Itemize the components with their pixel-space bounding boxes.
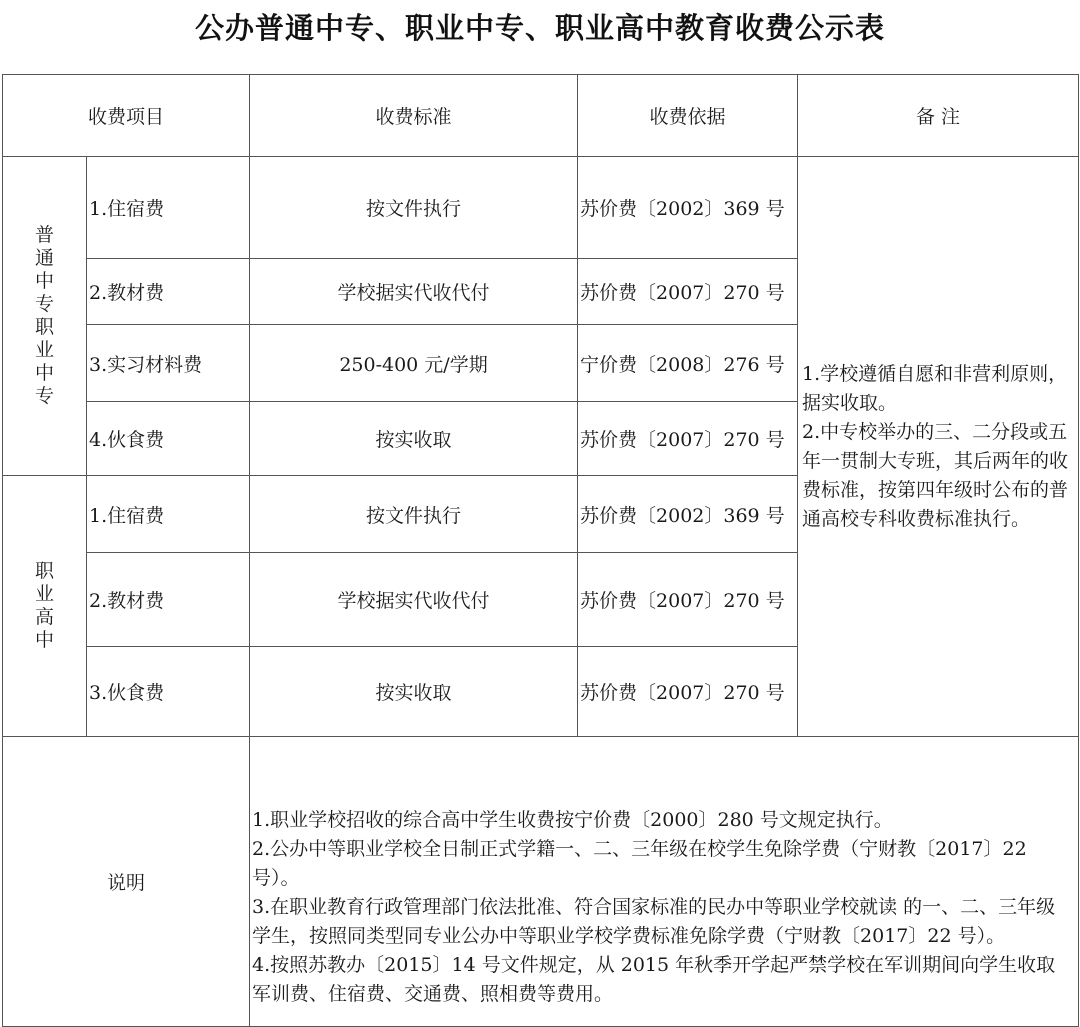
fee-item: 2.教材费 (87, 553, 250, 647)
header-item: 收费项目 (3, 75, 250, 157)
explanation-row (3, 737, 1079, 1027)
fee-basis: 苏价费〔2002〕369 号 (578, 476, 798, 553)
explanation-line: 3.在职业教育行政管理部门依法批准、符合国家标准的民办中等职业学校就读 的一、二、三年级学生，按照同类型同专业公办中等职业学校学费标准免除学费（宁财教〔2017〕22 号）。 (252, 896, 1056, 947)
explanation-line: 1.职业学校招收的综合高中学生收费按宁价费〔2000〕280 号文规定执行。 (252, 809, 893, 831)
fee-basis: 苏价费〔2002〕369 号 (578, 157, 798, 259)
fee-standard: 学校据实代收代付 (250, 553, 578, 647)
explanation-label: 说明 (3, 737, 250, 1027)
fee-item: 1.住宿费 (87, 157, 250, 259)
fee-item: 1.住宿费 (87, 476, 250, 553)
fee-table (2, 74, 1079, 1027)
fee-standard: 250-400 元/学期 (250, 325, 578, 402)
fee-standard: 按实收取 (250, 647, 578, 737)
page-title: 公办普通中专、职业中专、职业高中教育收费公示表 (194, 11, 885, 45)
fee-basis: 苏价费〔2007〕270 号 (578, 553, 798, 647)
fee-basis: 苏价费〔2007〕270 号 (578, 259, 798, 325)
fee-item: 4.伙食费 (87, 402, 250, 476)
remark-cell (798, 157, 1079, 737)
fee-item: 2.教材费 (87, 259, 250, 325)
remark-line: 1.学校遵循自愿和非营利原则，据实收取。 (802, 362, 1068, 414)
remark-line: 2.中专校举办的三、二分段或五年一贯制大专班，其后两年的收费标准，按第四年级时公布的普通高校专科收费标准执行。 (802, 420, 1069, 530)
group-label-text: 普通中专职业中专 (34, 224, 54, 407)
fee-item: 3.伙食费 (87, 647, 250, 737)
fee-standard: 按文件执行 (250, 157, 578, 259)
fee-basis: 苏价费〔2007〕270 号 (578, 647, 798, 737)
fee-item: 3.实习材料费 (87, 325, 250, 402)
header-remark: 备 注 (798, 75, 1079, 157)
explanation-line: 4.按照苏教办〔2015〕14 号文件规定，从 2015 年秋季开学起严禁学校在军训期间向学生收取军训费、住宿费、交通费、照相费等费用。 (252, 954, 1056, 1005)
group-label-vocational-high (3, 476, 87, 737)
fee-standard: 学校据实代收代付 (250, 259, 578, 325)
fee-basis: 宁价费〔2008〕276 号 (578, 325, 798, 402)
group-label-text: 职业高中 (34, 560, 54, 651)
explanation-cell (250, 737, 1079, 1027)
explanation-line: 2.公办中等职业学校全日制正式学籍一、二、三年级在校学生免除学费（宁财教〔2017〕22 号）。 (252, 838, 1027, 889)
header-row (3, 75, 1079, 157)
fee-standard: 按实收取 (250, 402, 578, 476)
fee-basis: 苏价费〔2007〕270 号 (578, 402, 798, 476)
header-standard: 收费标准 (250, 75, 578, 157)
table-row (3, 157, 1079, 259)
fee-standard: 按文件执行 (250, 476, 578, 553)
header-basis: 收费依据 (578, 75, 798, 157)
group-label-vocational-secondary (3, 157, 87, 476)
